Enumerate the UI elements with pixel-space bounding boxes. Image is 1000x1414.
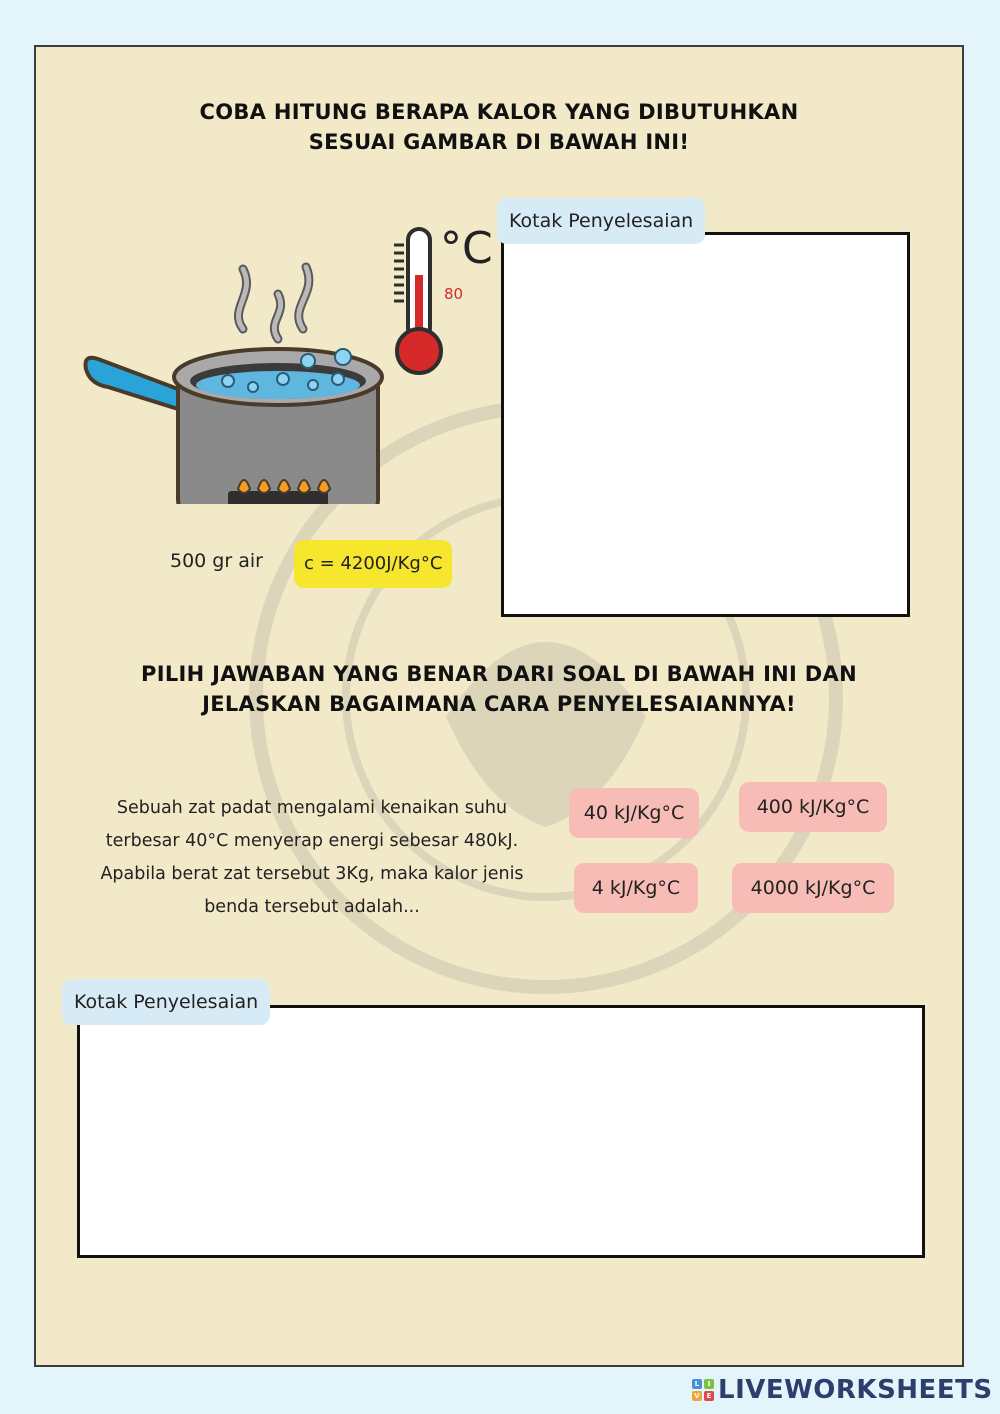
logo-letter: I — [704, 1379, 714, 1389]
answer-box-2-label: Kotak Penyelesaian — [62, 979, 270, 1025]
temperature-value: 80 — [444, 285, 464, 303]
option-4-kj[interactable]: 4 kJ/Kg°C — [574, 863, 698, 913]
question-line: terbesar 40°C menyerap energi sebesar 480kJ. — [105, 831, 519, 851]
question-line: Apabila berat zat tersebut 3Kg, maka kalor jenis — [100, 864, 524, 884]
question-text — [72, 792, 552, 924]
heading-2-line-1: PILIH JAWABAN YANG BENAR DARI SOAL DI BAWAH INI DAN — [141, 662, 857, 686]
celsius-symbol: °C — [440, 223, 493, 274]
answer-box-1[interactable] — [501, 232, 910, 617]
instruction-heading-1 — [36, 97, 962, 157]
question-line: Sebuah zat padat mengalami kenaikan suhu — [116, 798, 508, 818]
logo-letter: V — [692, 1391, 702, 1401]
option-400-kj[interactable]: 400 kJ/Kg°C — [739, 782, 887, 832]
logo-letter: E — [704, 1391, 714, 1401]
logo-letter: L — [692, 1379, 702, 1389]
option-40-kj[interactable]: 40 kJ/Kg°C — [569, 788, 699, 838]
answer-box-2[interactable] — [77, 1005, 925, 1258]
thermometer-icon — [388, 225, 448, 380]
option-4000-kj[interactable]: 4000 kJ/Kg°C — [732, 863, 894, 913]
heading-2-line-2: JELASKAN BAGAIMANA CARA PENYELESAIANNYA! — [202, 692, 796, 716]
liveworksheets-logo — [692, 1372, 993, 1408]
boiling-pot-on-stove-icon — [78, 259, 388, 504]
liveworksheets-brand-text: LIVEWORKSHEETS — [718, 1375, 993, 1405]
heading-1-line-2: SESUAI GAMBAR DI BAWAH INI! — [308, 130, 690, 154]
liveworksheets-logo-icon — [692, 1379, 714, 1401]
question-line: benda tersebut adalah... — [204, 897, 420, 917]
mass-label: 500 gr air — [170, 550, 263, 572]
heading-1-line-1: COBA HITUNG BERAPA KALOR YANG DIBUTUHKAN — [199, 100, 799, 124]
instruction-heading-2 — [36, 659, 962, 719]
answer-box-1-label: Kotak Penyelesaian — [497, 198, 705, 244]
specific-heat-label: c = 4200J/Kg°C — [294, 540, 452, 588]
worksheet-page — [34, 45, 964, 1367]
